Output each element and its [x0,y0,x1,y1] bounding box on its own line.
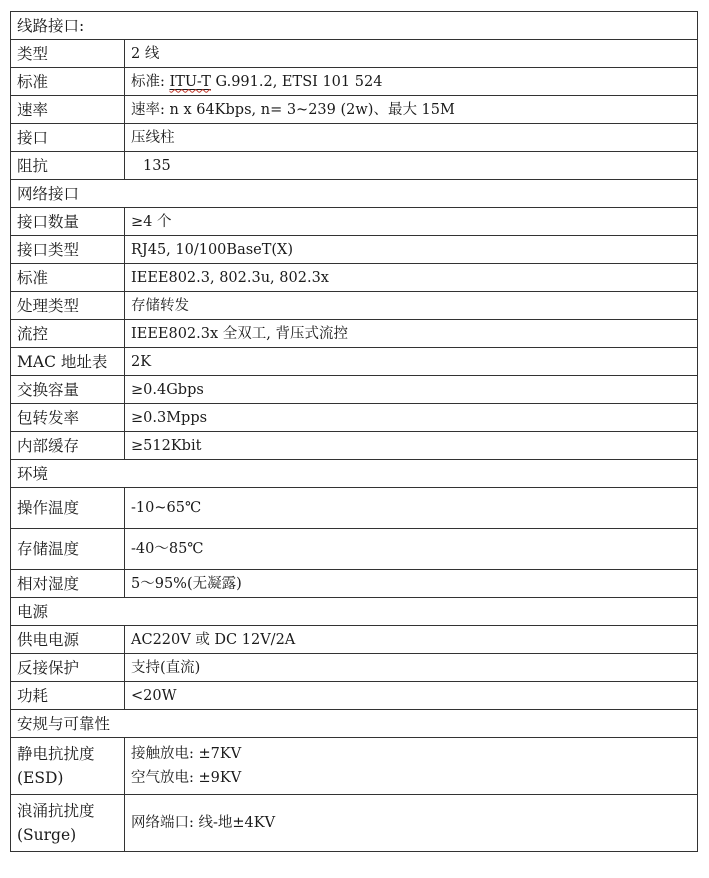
row-label: 交换容量 [11,376,125,404]
row-label-surge [11,795,125,852]
table-row [11,96,698,124]
section-title-line-interface: 线路接口: [11,12,698,40]
table-row [11,488,698,529]
table-row [11,152,698,180]
esd-label-line2: (ESD) [17,769,64,787]
table-row [11,348,698,376]
section-title-environment: 环境 [11,460,698,488]
row-label: 接口 [11,124,125,152]
row-value-esd [125,738,698,795]
surge-label-line2: (Surge) [17,826,77,844]
row-label-esd [11,738,125,795]
row-value: IEEE802.3x 全双工, 背压式流控 [125,320,698,348]
section-title-network-interface: 网络接口 [11,180,698,208]
table-row-surge [11,795,698,852]
section-row-network-interface [11,180,698,208]
table-row [11,208,698,236]
row-label: MAC 地址表 [11,348,125,376]
row-label: 接口类型 [11,236,125,264]
section-row-environment [11,460,698,488]
row-label: 相对湿度 [11,570,125,598]
standard-rest: G.991.2, ETSI 101 524 [210,73,383,90]
table-row [11,376,698,404]
table-row [11,236,698,264]
table-row [11,264,698,292]
table-row [11,320,698,348]
row-value: ≥0.3Mpps [125,404,698,432]
table-row [11,40,698,68]
row-label: 反接保护 [11,654,125,682]
row-label: 内部缓存 [11,432,125,460]
row-value: 压线柱 [125,124,698,152]
row-value: 速率: n x 64Kbps, n= 3~239 (2w)、最大 15M [125,96,698,124]
row-label: 接口数量 [11,208,125,236]
section-row-power [11,598,698,626]
row-label: 处理类型 [11,292,125,320]
row-label: 供电电源 [11,626,125,654]
row-value: 2 线 [125,40,698,68]
section-row-reliability [11,710,698,738]
row-value: 5～95%(无凝露) [125,570,698,598]
table-row-esd [11,738,698,795]
row-value: 135 [125,152,698,180]
row-value: <20W [125,682,698,710]
row-value-standard [125,68,698,96]
row-value: ≥512Kbit [125,432,698,460]
table-row [11,682,698,710]
row-value: -10~65℃ [125,488,698,529]
table-row [11,626,698,654]
section-row-line-interface [11,12,698,40]
esd-label-line1: 静电抗扰度 [17,745,95,763]
row-label: 包转发率 [11,404,125,432]
table-row [11,654,698,682]
table-row [11,570,698,598]
row-label: 流控 [11,320,125,348]
table-row [11,68,698,96]
spec-table [10,11,698,852]
row-label: 标准 [11,264,125,292]
table-row [11,292,698,320]
esd-value-line1: 接触放电: ±7KV [131,746,242,762]
standard-itu-text: ITU-T [169,73,211,90]
row-label: 操作温度 [11,488,125,529]
row-value: AC220V 或 DC 12V/2A [125,626,698,654]
row-value: RJ45, 10/100BaseT(X) [125,236,698,264]
table-row [11,404,698,432]
row-value: 存储转发 [125,292,698,320]
section-title-reliability: 安规与可靠性 [11,710,698,738]
row-value: IEEE802.3, 802.3u, 802.3x [125,264,698,292]
row-label: 标准 [11,68,125,96]
row-value: 2K [125,348,698,376]
row-value: 支持(直流) [125,654,698,682]
esd-value-line2: 空气放电: ±9KV [131,770,242,786]
table-row [11,529,698,570]
table-row [11,124,698,152]
row-value-surge: 网络端口: 线-地±4KV [125,795,698,852]
row-label: 阻抗 [11,152,125,180]
row-value: -40～85℃ [125,529,698,570]
row-label: 速率 [11,96,125,124]
row-value: ≥0.4Gbps [125,376,698,404]
row-label: 功耗 [11,682,125,710]
row-label: 存储温度 [11,529,125,570]
surge-label-line1: 浪涌抗扰度 [17,802,95,820]
row-label: 类型 [11,40,125,68]
table-row [11,432,698,460]
section-title-power: 电源 [11,598,698,626]
standard-prefix: 标准: [131,73,170,90]
row-value: ≥4 个 [125,208,698,236]
